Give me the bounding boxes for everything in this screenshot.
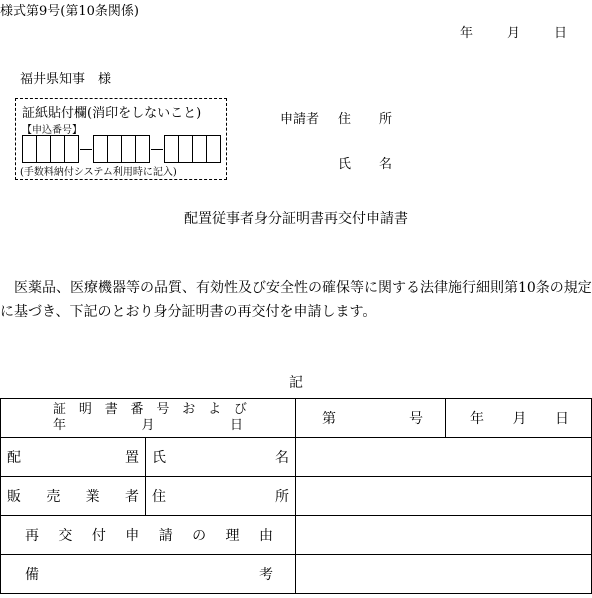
date-year-label: 年: [460, 26, 474, 41]
stamp-box-title: 証紙貼付欄(消印をしないこと): [22, 106, 202, 121]
digit-box[interactable]: [108, 136, 122, 162]
addressee: 福井県知事 様: [20, 72, 112, 87]
cert-date-cell[interactable]: 年 月 日: [446, 399, 592, 438]
reason-field[interactable]: [296, 516, 592, 555]
application-number-boxes: [22, 135, 221, 163]
cert-number-header: 証 明 書 番 号 お よ び 年 月 日: [1, 399, 296, 438]
separator-dash: [151, 149, 163, 150]
header-date: [460, 22, 567, 41]
digit-box[interactable]: [94, 136, 108, 162]
body-paragraph: 医薬品、医療機器等の品質、有効性及び安全性の確保等に関する法律施行細則第10条の規定に基づき、下記のとおり身分証明書の再交付を申請します。: [0, 280, 592, 320]
date-month-label: 月: [507, 26, 521, 41]
date-day-label: 日: [554, 26, 568, 41]
reason-label: 再 交 付 申 請 の 理 由: [1, 516, 296, 555]
stamp-box-note: (手数料納付システム利用時に記入): [20, 167, 177, 178]
table-row: [1, 555, 592, 594]
ki-heading: 記: [289, 375, 303, 391]
address-label-char: 住: [338, 112, 352, 127]
remarks-field[interactable]: [296, 555, 592, 594]
seller-label-top: 配 置: [1, 438, 146, 477]
table-row: [1, 516, 592, 555]
seller-name-label: 氏 名: [146, 438, 296, 477]
digit-box[interactable]: [207, 136, 220, 162]
digit-box[interactable]: [165, 136, 179, 162]
applicant-name-row: [338, 153, 392, 172]
cert-number-cell[interactable]: 第 号: [296, 399, 446, 438]
digit-box[interactable]: [136, 136, 149, 162]
table-row: [1, 477, 592, 516]
number-group-2: [93, 135, 150, 163]
separator-dash: [80, 149, 92, 150]
digit-box[interactable]: [37, 136, 51, 162]
document-title: 配置従事者身分証明書再交付申請書: [184, 211, 408, 227]
seller-name-field[interactable]: [296, 438, 592, 477]
address-label-char: 所: [379, 112, 393, 127]
revenue-stamp-box: [15, 98, 227, 180]
application-number-label: 【申込番号】: [22, 125, 82, 136]
digit-box[interactable]: [179, 136, 193, 162]
name-label-char: 名: [379, 157, 393, 172]
seller-label-bottom: 販 売 業 者: [1, 477, 146, 516]
applicant-address-row: [280, 108, 392, 127]
remarks-label: 備 考: [1, 555, 296, 594]
form-number: 様式第9号(第10条関係): [0, 4, 139, 19]
name-label-char: 氏: [338, 157, 352, 172]
digit-box[interactable]: [65, 136, 78, 162]
table-row: [1, 399, 592, 438]
seller-address-label: 住 所: [146, 477, 296, 516]
seller-address-field[interactable]: [296, 477, 592, 516]
number-group-3: [164, 135, 221, 163]
applicant-label: 申請者: [280, 112, 320, 127]
digit-box[interactable]: [51, 136, 65, 162]
table-row: [1, 438, 592, 477]
application-table: [0, 398, 592, 594]
number-group-1: [22, 135, 79, 163]
digit-box[interactable]: [193, 136, 207, 162]
digit-box[interactable]: [23, 136, 37, 162]
digit-box[interactable]: [122, 136, 136, 162]
